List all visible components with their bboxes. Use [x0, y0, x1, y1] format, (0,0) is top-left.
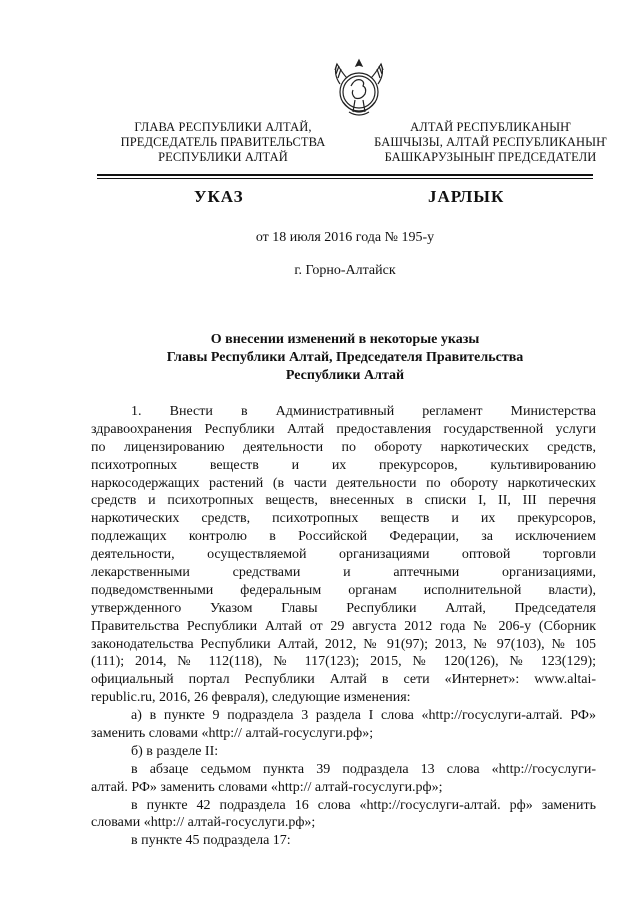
body-line: словами «http:// алтай-госуслуги.рф»;	[91, 815, 316, 831]
header-left-line: ПРЕДСЕДАТЕЛЬ ПРАВИТЕЛЬСТВА	[120, 135, 326, 149]
body-line: законодательства Республики Алтай, 2012, № 91(97); 2013, № 97(103), № 105	[91, 636, 596, 652]
decree-title	[97, 331, 593, 385]
doc-type-ru: УКАЗ	[194, 187, 244, 206]
header-right-line: БАШЧЫЗЫ, АЛТАЙ РЕСПУБЛИКАНЫҤ	[374, 135, 607, 149]
city-line: г. Горно-Алтайск	[294, 263, 396, 278]
header-divider-thin	[97, 178, 593, 179]
body-line: заменить словами «http:// алтай-госуслуги.рф»;	[91, 726, 374, 742]
body-line: в пункте 42 подраздела 16 слова «http://госуслуги-алтай. рф» заменить	[131, 797, 596, 813]
body-line: здравоохранения Республики Алтай предоставления государственной услуги	[91, 421, 596, 437]
body-line: подлежащих контролю в Российской Федерации, за исключением	[91, 529, 596, 545]
doc-type-alt: JАРЛЫК	[428, 187, 505, 206]
body-line: 1. Внести в Административный регламент Министерства	[131, 404, 596, 419]
body-line: лекарственными средствами и аптечными организациями,	[91, 565, 596, 581]
coat-of-arms-icon	[331, 56, 387, 124]
body-line: утвержденного Указом Главы Республики Алтай, Председателя	[91, 600, 596, 616]
header-divider-thick	[97, 174, 593, 176]
body-line: средств и психотропных веществ, внесенных в списки I, II, III перечня	[91, 493, 596, 509]
body-line: наркосодержащих растений (в части деятельности по обороту наркотических	[91, 475, 596, 491]
body-line: психотропных веществ и их прекурсоров, культивированию	[91, 457, 596, 473]
title-line: Главы Республики Алтай, Председателя Правительства	[166, 350, 524, 365]
body-line: в пункте 45 подраздела 17:	[131, 833, 291, 849]
date-line: от 18 июля 2016 года № 195-у	[255, 230, 435, 245]
body-line: в абзаце седьмом пункта 39 подраздела 13 слова «http://госуслуги-	[131, 761, 596, 777]
body-line: подведомственными федеральным органам исполнительной власти),	[91, 582, 596, 598]
body-line: а) в пункте 9 подраздела 3 раздела I слова «http://госуслуги-алтай. РФ»	[131, 708, 596, 724]
body-line: деятельности, осуществляемой организациями оптовой торговли	[91, 547, 596, 563]
body-line: republic.ru, 2016, 26 февраля), следующие изменения:	[91, 690, 411, 706]
body-line: наркотических средств, психотропных веществ и их прекурсоров,	[91, 511, 596, 527]
body-line: алтай. РФ» заменить словами «http:// алтай-госуслуги.рф»;	[91, 779, 443, 795]
header-right	[368, 120, 613, 165]
body-line: по лицензированию деятельности по обороту наркотических средств,	[91, 439, 596, 455]
header-right-line: БАШКАРУЗЫНЫҤ ПРЕДСЕДАТЕЛИ	[384, 150, 597, 164]
body-line: Правительства Республики Алтай от 29 августа 2012 года № 206-у (Сборник	[91, 618, 596, 634]
body-line: официальный портал Республики Алтай в сети «Интернет»: www.altai-	[91, 672, 596, 688]
title-line: О внесении изменений в некоторые указы	[210, 332, 480, 347]
title-line: Республики Алтай	[285, 368, 405, 383]
body-line: б) в разделе II:	[131, 743, 219, 759]
header-right-line: АЛТАЙ РЕСПУБЛИКАНЫҤ	[410, 120, 571, 134]
header-left-line: РЕСПУБЛИКИ АЛТАЙ	[158, 150, 288, 164]
body-line: (111); 2014, № 112(118), № 117(123); 2015, № 120(126), № 123(129);	[91, 654, 596, 670]
decree-body	[91, 403, 596, 850]
header-left	[108, 120, 338, 165]
header-left-line: ГЛАВА РЕСПУБЛИКИ АЛТАЙ,	[134, 120, 312, 134]
